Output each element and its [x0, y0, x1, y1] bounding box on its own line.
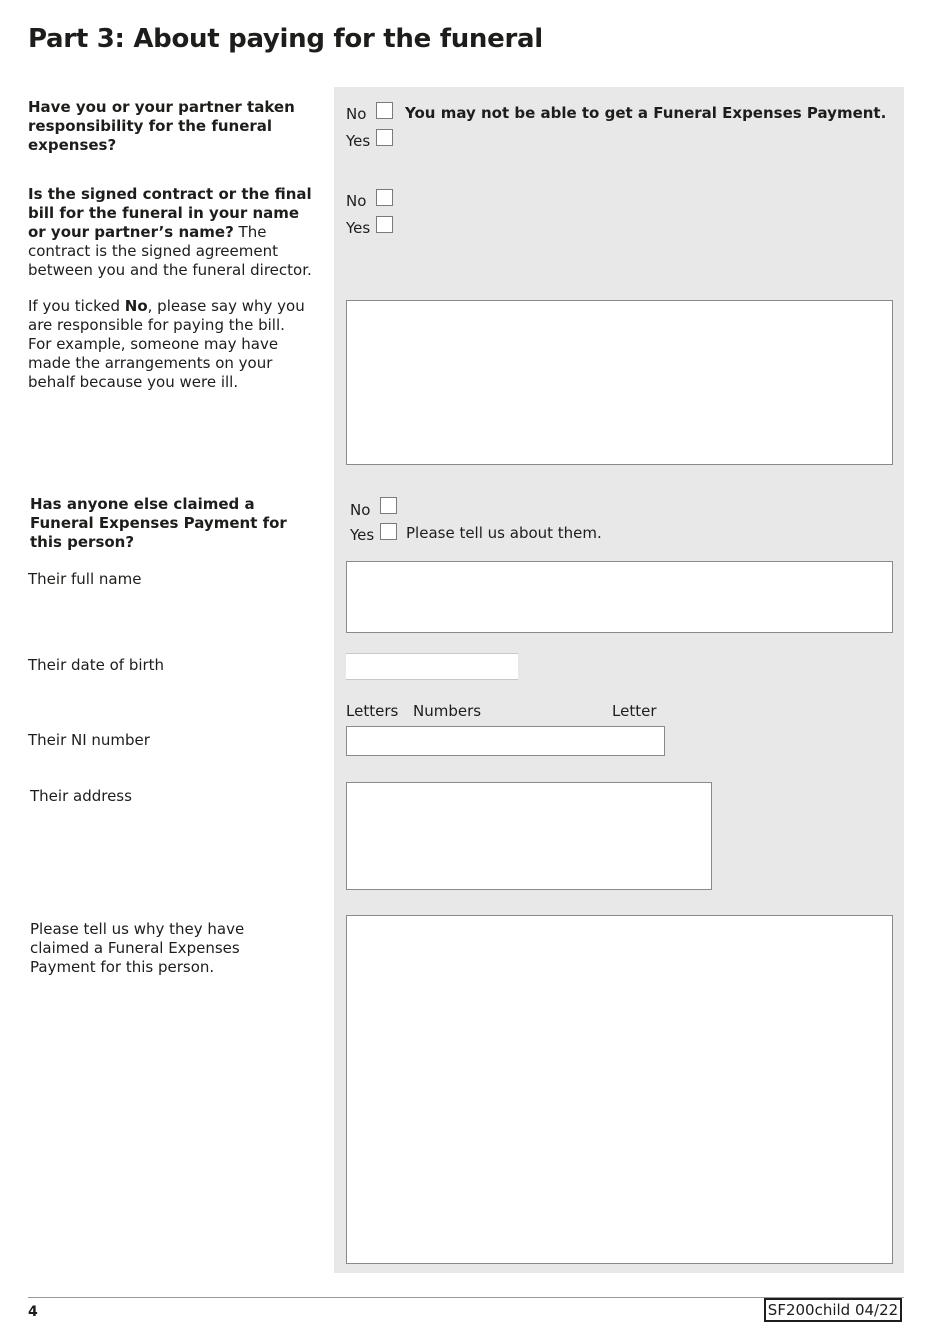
question-contract-bold: Is the signed contract or the final bill for the funeral in your name or your partner’s name?	[28, 185, 312, 241]
q2-no-label: No	[346, 192, 367, 210]
question-responsibility	[28, 98, 320, 155]
q4-no-label: No	[350, 501, 371, 519]
question-anyone-else-text: Has anyone else claimed a Funeral Expenses Payment for this person?	[30, 495, 287, 551]
ni-numbers-label: Numbers	[413, 702, 482, 720]
question-why-responsible	[28, 297, 320, 392]
why-claimed-textarea[interactable]	[346, 915, 893, 1264]
full-name-label: Their full name	[28, 570, 142, 588]
q1-no-label: No	[346, 105, 367, 123]
q4-yes-checkbox[interactable]	[380, 523, 397, 540]
ni-letter-label: Letter	[612, 702, 657, 720]
question-anyone-else	[30, 495, 322, 552]
q3-rest: , please say why you are responsible for paying the bill.	[28, 297, 305, 334]
address-label: Their address	[30, 787, 132, 805]
full-name-input[interactable]	[346, 561, 893, 633]
q3-prefix: If you ticked	[28, 297, 125, 315]
q1-yes-label: Yes	[346, 132, 371, 150]
ni-label: Their NI number	[28, 731, 150, 749]
q4-no-checkbox[interactable]	[380, 497, 397, 514]
q2-yes-checkbox[interactable]	[376, 216, 393, 233]
q4-yes-message: Please tell us about them.	[406, 524, 602, 542]
page-number: 4	[28, 1304, 38, 1320]
q4-yes-label: Yes	[350, 526, 375, 544]
question-responsibility-text: Have you or your partner taken responsibility for the funeral expenses?	[28, 98, 295, 154]
address-textarea[interactable]	[346, 782, 712, 890]
q1-no-checkbox[interactable]	[376, 102, 393, 119]
q2-no-checkbox[interactable]	[376, 189, 393, 206]
question-contract-rest: The contract is the signed agreement between you and the funeral director.	[28, 223, 312, 279]
why-claimed-label: Please tell us why they have claimed a Funeral Expenses Payment for this person.	[30, 920, 245, 976]
q1-no-message: You may not be able to get a Funeral Expenses Payment.	[405, 104, 887, 122]
ni-input[interactable]	[346, 726, 665, 756]
form-reference: SF200child 04/22	[764, 1298, 902, 1322]
q1-yes-checkbox[interactable]	[376, 129, 393, 146]
why-responsible-textarea[interactable]	[346, 300, 893, 465]
ni-letters-label: Letters	[346, 702, 399, 720]
dob-input[interactable]	[346, 653, 518, 680]
dob-label: Their date of birth	[28, 656, 165, 674]
q2-yes-label: Yes	[346, 219, 371, 237]
q3-example: For example, someone may have made the arrangements on your behalf because you were ill.	[28, 335, 279, 391]
page-title: Part 3: About paying for the funeral	[28, 24, 543, 54]
q3-bold-no: No	[124, 297, 148, 315]
question-contract	[28, 185, 320, 280]
